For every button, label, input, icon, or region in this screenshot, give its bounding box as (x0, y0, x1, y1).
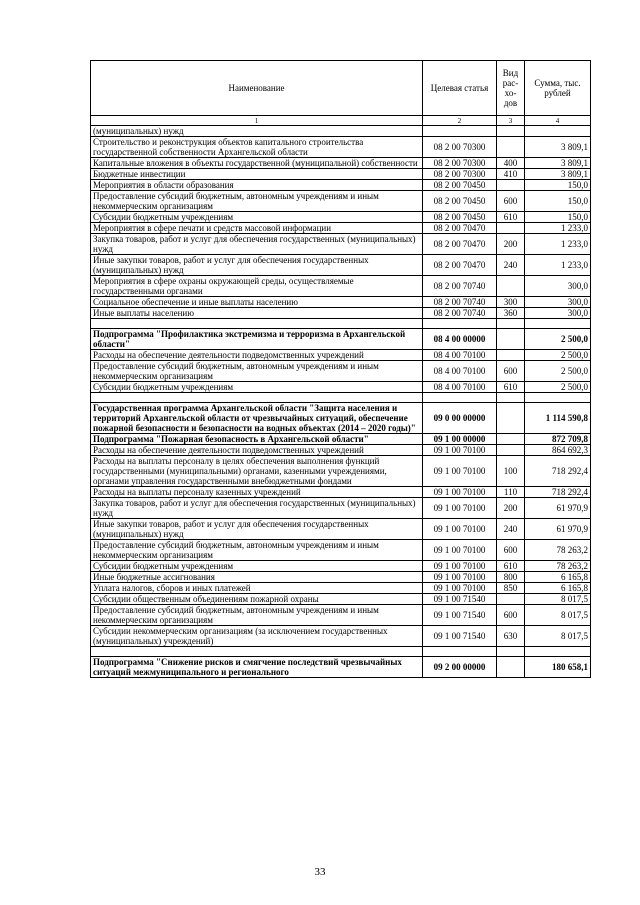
row-name-cell: Закупка товаров, работ и услуг для обеспечения государственных (муниципальных) нужд (91, 498, 423, 519)
row-expense-type-cell: 240 (497, 255, 525, 276)
row-target-article-cell: 09 1 00 70100 (423, 519, 497, 540)
row-expense-type-cell: 600 (497, 605, 525, 626)
table-row (91, 329, 591, 350)
row-sum-cell: 2 500,0 (525, 382, 591, 393)
column-index: 3 (497, 116, 525, 126)
row-sum-cell (525, 393, 591, 403)
row-target-article-cell: 09 1 00 71540 (423, 594, 497, 605)
row-name-cell: Подпрограмма "Профилактика экстремизма и терроризма в Архангельской области" (91, 329, 423, 350)
column-index-row (91, 116, 591, 126)
table-row (91, 158, 591, 169)
table-row (91, 626, 591, 647)
row-sum-cell: 78 263,2 (525, 561, 591, 572)
row-expense-type-cell: 400 (497, 158, 525, 169)
row-name-cell: Мероприятия в сфере печати и средств массовой информации (91, 223, 423, 234)
table-row (91, 540, 591, 561)
table-row (91, 519, 591, 540)
row-expense-type-cell: 600 (497, 540, 525, 561)
row-sum-cell (525, 647, 591, 657)
row-sum-cell: 872 709,8 (525, 434, 591, 445)
row-expense-type-cell (497, 329, 525, 350)
row-expense-type-cell: 800 (497, 572, 525, 583)
row-expense-type-cell (497, 180, 525, 191)
row-target-article-cell: 09 1 00 70100 (423, 572, 497, 583)
column-index: 4 (525, 116, 591, 126)
row-sum-cell: 3 809,1 (525, 137, 591, 158)
row-sum-cell: 2 500,0 (525, 361, 591, 382)
row-expense-type-cell (497, 403, 525, 434)
row-name-cell: Бюджетные инвестиции (91, 169, 423, 180)
row-target-article-cell (423, 393, 497, 403)
header-expense-type: Вид рас- хо- дов (497, 61, 525, 116)
table-row (91, 498, 591, 519)
row-name-cell: Социальное обеспечение и иные выплаты населению (91, 297, 423, 308)
row-target-article-cell: 09 1 00 71540 (423, 605, 497, 626)
row-expense-type-cell: 600 (497, 361, 525, 382)
row-expense-type-cell: 200 (497, 498, 525, 519)
row-sum-cell: 61 970,9 (525, 498, 591, 519)
table-row (91, 605, 591, 626)
row-target-article-cell: 08 2 00 70450 (423, 191, 497, 212)
row-expense-type-cell (497, 350, 525, 361)
row-expense-type-cell (497, 276, 525, 297)
row-target-article-cell: 09 1 00 70100 (423, 487, 497, 498)
row-expense-type-cell (497, 647, 525, 657)
table-row (91, 191, 591, 212)
row-sum-cell: 1 233,0 (525, 255, 591, 276)
row-expense-type-cell: 850 (497, 583, 525, 594)
row-sum-cell: 2 500,0 (525, 329, 591, 350)
row-target-article-cell: 08 4 00 70100 (423, 350, 497, 361)
row-target-article-cell: 09 2 00 00000 (423, 657, 497, 678)
row-name-cell (91, 319, 423, 329)
row-name-cell: Иные закупки товаров, работ и услуг для обеспечения государственных (муниципальных) нужд (91, 519, 423, 540)
row-target-article-cell: 08 2 00 70740 (423, 276, 497, 297)
row-expense-type-cell (497, 445, 525, 456)
row-target-article-cell (423, 126, 497, 137)
row-name-cell: Субсидии некоммерческим организациям (за исключением государственных (муниципальных) учреждений) (91, 626, 423, 647)
row-target-article-cell: 08 4 00 00000 (423, 329, 497, 350)
row-target-article-cell: 09 1 00 70100 (423, 456, 497, 487)
row-target-article-cell: 09 1 00 70100 (423, 498, 497, 519)
table-row (91, 180, 591, 191)
table-row (91, 212, 591, 223)
row-name-cell: Субсидии бюджетным учреждениям (91, 212, 423, 223)
table-row (91, 594, 591, 605)
row-sum-cell: 150,0 (525, 180, 591, 191)
row-target-article-cell: 08 2 00 70300 (423, 137, 497, 158)
table-row (91, 647, 591, 657)
column-index: 2 (423, 116, 497, 126)
row-name-cell: Государственная программа Архангельской области "Защита населения и территорий Архангельской области от чрезвычайных ситуаций, обеспечение пожарной безопасности и безопасности на водных объектах (2014 – 2020 годы)" (91, 403, 423, 434)
table-row (91, 434, 591, 445)
table-row (91, 583, 591, 594)
table-row (91, 572, 591, 583)
row-name-cell: Предоставление субсидий бюджетным, автономным учреждениям и иным некоммерческим организациям (91, 605, 423, 626)
row-sum-cell: 864 692,3 (525, 445, 591, 456)
row-name-cell: Капитальные вложения в объекты государственной (муниципальной) собственности (91, 158, 423, 169)
row-target-article-cell: 08 2 00 70470 (423, 234, 497, 255)
row-target-article-cell: 08 2 00 70740 (423, 308, 497, 319)
row-target-article-cell: 09 1 00 70100 (423, 583, 497, 594)
row-sum-cell: 300,0 (525, 276, 591, 297)
row-expense-type-cell (497, 657, 525, 678)
row-name-cell: Закупка товаров, работ и услуг для обеспечения государственных (муниципальных) нужд (91, 234, 423, 255)
row-target-article-cell: 09 1 00 71540 (423, 626, 497, 647)
table-row (91, 319, 591, 329)
row-name-cell: Подпрограмма "Снижение рисков и смягчение последствий чрезвычайных ситуаций межмуниципального и регионального (91, 657, 423, 678)
row-target-article-cell: 09 1 00 70100 (423, 445, 497, 456)
row-sum-cell: 78 263,2 (525, 540, 591, 561)
row-name-cell: (муниципальных) нужд (91, 126, 423, 137)
row-sum-cell: 300,0 (525, 297, 591, 308)
table-row (91, 657, 591, 678)
row-sum-cell: 1 114 590,8 (525, 403, 591, 434)
row-name-cell: Уплата налогов, сборов и иных платежей (91, 583, 423, 594)
row-name-cell: Предоставление субсидий бюджетным, автономным учреждениям и иным некоммерческим организациям (91, 540, 423, 561)
table-row (91, 234, 591, 255)
row-target-article-cell (423, 319, 497, 329)
row-expense-type-cell: 110 (497, 487, 525, 498)
table-row (91, 361, 591, 382)
row-expense-type-cell: 610 (497, 561, 525, 572)
row-name-cell: Субсидии бюджетным учреждениям (91, 382, 423, 393)
row-target-article-cell (423, 647, 497, 657)
row-expense-type-cell: 200 (497, 234, 525, 255)
row-name-cell (91, 647, 423, 657)
row-name-cell: Подпрограмма "Пожарная безопасность в Архангельской области" (91, 434, 423, 445)
row-expense-type-cell: 630 (497, 626, 525, 647)
row-expense-type-cell: 300 (497, 297, 525, 308)
row-target-article-cell: 09 1 00 70100 (423, 540, 497, 561)
row-name-cell: Предоставление субсидий бюджетным, автономным учреждениям и иным некоммерческим организациям (91, 191, 423, 212)
row-sum-cell: 6 165,8 (525, 572, 591, 583)
row-name-cell: Иные выплаты населению (91, 308, 423, 319)
row-target-article-cell: 08 2 00 70300 (423, 158, 497, 169)
row-expense-type-cell (497, 434, 525, 445)
row-expense-type-cell (497, 126, 525, 137)
table-row (91, 308, 591, 319)
row-sum-cell: 150,0 (525, 191, 591, 212)
row-name-cell (91, 393, 423, 403)
row-sum-cell: 2 500,0 (525, 350, 591, 361)
row-name-cell: Мероприятия в области образования (91, 180, 423, 191)
row-sum-cell: 8 017,5 (525, 594, 591, 605)
row-sum-cell: 61 970,9 (525, 519, 591, 540)
row-expense-type-cell (497, 319, 525, 329)
row-expense-type-cell (497, 594, 525, 605)
table-row (91, 169, 591, 180)
row-sum-cell (525, 126, 591, 137)
row-expense-type-cell (497, 137, 525, 158)
row-expense-type-cell: 360 (497, 308, 525, 319)
table-row (91, 350, 591, 361)
row-target-article-cell: 08 4 00 70100 (423, 382, 497, 393)
row-sum-cell: 300,0 (525, 308, 591, 319)
row-target-article-cell: 08 2 00 70300 (423, 169, 497, 180)
table-row (91, 393, 591, 403)
header-name: Наименование (91, 61, 423, 116)
budget-table (90, 60, 591, 678)
row-sum-cell: 180 658,1 (525, 657, 591, 678)
row-expense-type-cell (497, 223, 525, 234)
table-row (91, 456, 591, 487)
row-sum-cell: 1 233,0 (525, 223, 591, 234)
row-target-article-cell: 08 2 00 70450 (423, 180, 497, 191)
row-sum-cell: 8 017,5 (525, 605, 591, 626)
row-name-cell: Расходы на выплаты персоналу казенных учреждений (91, 487, 423, 498)
row-sum-cell: 8 017,5 (525, 626, 591, 647)
row-expense-type-cell: 410 (497, 169, 525, 180)
row-expense-type-cell: 610 (497, 382, 525, 393)
table-row (91, 126, 591, 137)
row-expense-type-cell: 240 (497, 519, 525, 540)
table-row (91, 487, 591, 498)
table-row (91, 255, 591, 276)
row-sum-cell: 150,0 (525, 212, 591, 223)
row-target-article-cell: 08 2 00 70470 (423, 255, 497, 276)
row-target-article-cell: 08 2 00 70470 (423, 223, 497, 234)
row-target-article-cell: 08 2 00 70450 (423, 212, 497, 223)
row-target-article-cell: 08 4 00 70100 (423, 361, 497, 382)
table-row (91, 223, 591, 234)
row-name-cell: Строительство и реконструкция объектов капитального строительства государственной собственности Архангельской области (91, 137, 423, 158)
page-number: 33 (314, 866, 326, 878)
table-row (91, 561, 591, 572)
row-target-article-cell: 09 1 00 00000 (423, 434, 497, 445)
row-sum-cell (525, 319, 591, 329)
row-expense-type-cell (497, 393, 525, 403)
row-target-article-cell: 09 0 00 00000 (423, 403, 497, 434)
table-row (91, 403, 591, 434)
row-expense-type-cell: 610 (497, 212, 525, 223)
row-name-cell: Предоставление субсидий бюджетным, автономным учреждениям и иным некоммерческим организациям (91, 361, 423, 382)
row-expense-type-cell: 600 (497, 191, 525, 212)
row-sum-cell: 718 292,4 (525, 487, 591, 498)
row-expense-type-cell: 100 (497, 456, 525, 487)
header-target-article: Целевая статья (423, 61, 497, 116)
table-row (91, 382, 591, 393)
row-name-cell: Иные закупки товаров, работ и услуг для обеспечения государственных (муниципальных) нужд (91, 255, 423, 276)
row-sum-cell: 3 809,1 (525, 158, 591, 169)
row-name-cell: Субсидии бюджетным учреждениям (91, 561, 423, 572)
header-sum: Сумма, тыс. рублей (525, 61, 591, 116)
row-name-cell: Расходы на выплаты персоналу в целях обеспечения выполнения функций государственными (муниципальными) органами, казенными учреждениями, органами управления государственными внебюджетными фондами (91, 456, 423, 487)
table-header-row (91, 61, 591, 116)
row-target-article-cell: 08 2 00 70740 (423, 297, 497, 308)
row-name-cell: Субсидии общественным объединениям пожарной охраны (91, 594, 423, 605)
row-name-cell: Иные бюджетные ассигнования (91, 572, 423, 583)
row-sum-cell: 3 809,1 (525, 169, 591, 180)
column-index: 1 (91, 116, 423, 126)
row-sum-cell: 6 165,8 (525, 583, 591, 594)
table-row (91, 445, 591, 456)
row-name-cell: Расходы на обеспечение деятельности подведомственных учреждений (91, 350, 423, 361)
table-row (91, 276, 591, 297)
row-name-cell: Мероприятия в сфере охраны окружающей среды, осуществляемые государственными органами (91, 276, 423, 297)
row-sum-cell: 718 292,4 (525, 456, 591, 487)
table-row (91, 297, 591, 308)
row-sum-cell: 1 233,0 (525, 234, 591, 255)
table-row (91, 137, 591, 158)
row-target-article-cell: 09 1 00 70100 (423, 561, 497, 572)
row-name-cell: Расходы на обеспечение деятельности подведомственных учреждений (91, 445, 423, 456)
